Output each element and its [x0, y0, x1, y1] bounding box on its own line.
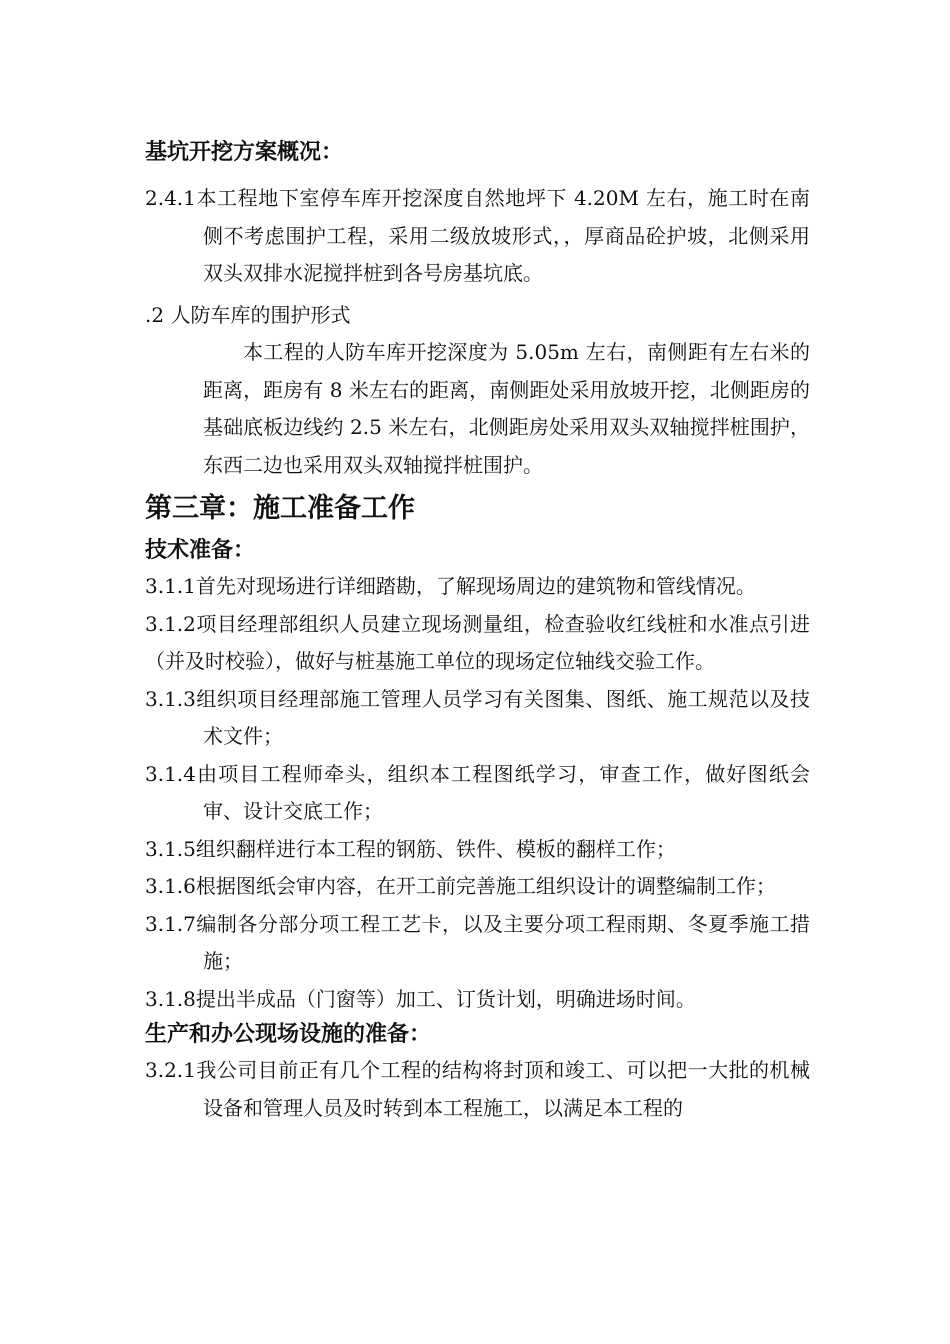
- tech-item-3-1-6: [145, 868, 810, 906]
- item-text: 提出半成品（门窗等）加工、订货计划，明确进场时间。: [195, 986, 696, 1011]
- tech-item-3-1-5: [145, 831, 810, 869]
- item-text: 组织项目经理部施工管理人员学习有关图集、图纸、施工规范以及技术文件；: [195, 686, 810, 748]
- item-number: 3.1.8: [145, 986, 196, 1011]
- site-item-3-2-1: [145, 1052, 810, 1127]
- item-text: 根据图纸会审内容，在开工前完善施工组织设计的调整编制工作；: [195, 874, 776, 898]
- chapter-title: 第三章：施工准备工作: [145, 493, 415, 524]
- item-number: 3.1.2: [145, 611, 196, 636]
- site-prep-heading: 生产和办公现场设施的准备：: [145, 1022, 432, 1047]
- tech-item-3-1-2: [145, 606, 810, 681]
- paragraph-2-4-1: [145, 180, 810, 293]
- tech-item-3-1-7: [145, 906, 810, 981]
- item-number: 3.2.1: [145, 1058, 196, 1082]
- tech-item-3-1-1: [145, 568, 810, 606]
- subsection-heading: .2 人防车库的围护形式: [145, 302, 351, 327]
- item-number: 3.1.5: [145, 836, 196, 861]
- item-text: 我公司目前正有几个工程的结构将封顶和竣工、可以把一大批的机械设备和管理人员及时转到本工程施工，以满足本工程的: [195, 1058, 810, 1120]
- tech-item-3-1-3: [145, 681, 810, 756]
- item-number: 3.1.6: [145, 874, 196, 898]
- item-text: 由项目工程师牵头，组织本工程图纸学习，审查工作，做好图纸会审、设计交底工作；: [195, 761, 810, 823]
- tech-item-3-1-8: [145, 981, 810, 1019]
- item-text: 项目经理部组织人员建立现场测量组，检查验收红线桩和水准点引进（并及时校验），做好与桩基施工单位的现场定位轴线交验工作。: [145, 611, 810, 673]
- item-text: 本工程地下室停车库开挖深度自然地坪下 4.20M 左右，施工时在南侧不考虑围护工程，采用二级放坡形式，，厚商品砼护坡，北侧采用双头双排水泥搅拌桩到各号房基坑底。: [195, 186, 810, 285]
- item-number: 2.4.1: [145, 186, 196, 210]
- paragraph-defense-garage: 本工程的人防车库开挖深度为 5.05m 左右，南侧距有左右米的距离，距房有 8 米左右的距离，南侧距处采用放坡开挖，北侧距房的基础底板边线约 2.5 米左右，北侧距房处采用双头双轴搅拌桩围护，东西二边也采用双头双轴搅拌桩围护。: [203, 340, 810, 477]
- item-number: 3.1.3: [145, 686, 196, 711]
- document-body: [145, 128, 810, 1127]
- item-number: 3.1.7: [145, 911, 196, 936]
- item-text: 首先对现场进行详细踏勘，了解现场周边的建筑物和管线情况。: [195, 574, 756, 598]
- item-text: 编制各分部分项工程工艺卡，以及主要分项工程雨期、冬夏季施工措施；: [195, 911, 810, 973]
- tech-prep-heading: 技术准备：: [145, 538, 256, 563]
- section-title: 基坑开挖方案概况：: [145, 140, 344, 165]
- item-number: 3.1.1: [145, 574, 196, 598]
- item-number: 3.1.4: [145, 761, 196, 786]
- tech-item-3-1-4: [145, 756, 810, 831]
- item-text: 组织翻样进行本工程的钢筋、铁件、模板的翻样工作；: [195, 836, 676, 861]
